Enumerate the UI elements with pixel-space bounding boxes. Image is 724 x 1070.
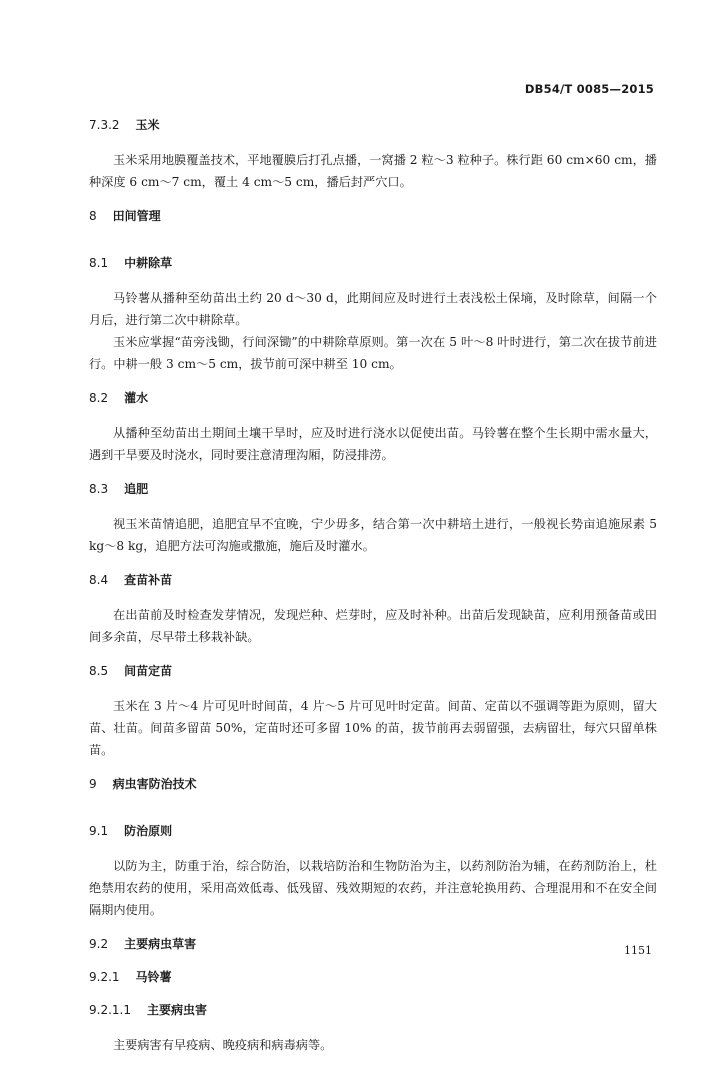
page-number: 1151 <box>624 944 652 957</box>
section-title: 中耕除草 <box>124 256 173 270</box>
section-title: 防治原则 <box>124 824 173 838</box>
section-title: 病虫害防治技术 <box>112 777 197 791</box>
paragraph: 马铃薯从播种至幼苗出土约 20 d～30 d，此期间应及时进行土表浅松土保墒，及时除草，间隔一个月后，进行第二次中耕除草。 <box>89 291 657 327</box>
section-number: 9 <box>89 777 97 791</box>
section-heading <box>89 935 657 953</box>
section-heading <box>89 775 657 793</box>
section-number: 9.1 <box>89 824 109 838</box>
section-heading <box>89 480 657 498</box>
section-heading <box>89 662 657 680</box>
section-heading <box>89 571 657 589</box>
section-number: 8.5 <box>89 664 109 678</box>
paragraph: 从播种至幼苗出土期间土壤干旱时，应及时进行浇水以促使出苗。马铃薯在整个生长期中需水量大，遇到干旱要及时浇水，同时要注意清理沟厢，防浸排涝。 <box>89 426 657 462</box>
paragraph: 以防为主，防重于治，综合防治，以栽培防治和生物防治为主，以药剂防治为辅，在药剂防治上，杜绝禁用农药的使用，采用高效低毒、低残留、残效期短的农药，并注意轮换用药、合理混用和不在安全间隔期内使用。 <box>89 859 657 917</box>
section-heading <box>89 389 657 407</box>
section-heading <box>89 1001 657 1019</box>
section-title: 马铃薯 <box>135 970 172 984</box>
section-number: 7.3.2 <box>89 118 120 132</box>
section-heading <box>89 822 657 840</box>
section-heading <box>89 207 657 225</box>
section-title: 间苗定苗 <box>124 664 173 678</box>
section-number: 8.4 <box>89 573 109 587</box>
document-code: DB54/T 0085—2015 <box>524 82 654 96</box>
section-title: 田间管理 <box>112 209 161 223</box>
paragraph: 在出苗前及时检查发芽情况，发现烂种、烂芽时，应及时补种。出苗后发现缺苗，应利用预备苗或田间多余苗，尽早带土移栽补缺。 <box>89 608 657 644</box>
section-number: 9.2.1.1 <box>89 1003 131 1017</box>
document-body <box>89 116 657 1070</box>
section-number: 9.2 <box>89 937 109 951</box>
section-number: 8.1 <box>89 256 109 270</box>
section-heading <box>89 254 657 272</box>
section-number: 8.2 <box>89 391 109 405</box>
section-title: 主要病虫草害 <box>124 937 197 951</box>
paragraph: 主要病害有早疫病、晚疫病和病毒病等。 <box>113 1038 333 1052</box>
section-number: 9.2.1 <box>89 970 120 984</box>
paragraph: 视玉米苗情追肥，追肥宜早不宜晚，宁少毋多，结合第一次中耕培土进行，一般视长势亩追施尿素 5 kg～8 kg，追肥方法可沟施或撒施，施后及时灌水。 <box>89 517 657 553</box>
section-heading <box>89 968 657 986</box>
section-title: 查苗补苗 <box>124 573 173 587</box>
section-title: 主要病虫害 <box>146 1003 207 1017</box>
section-number: 8.3 <box>89 482 109 496</box>
section-number: 8 <box>89 209 97 223</box>
section-title: 灌水 <box>124 391 149 405</box>
section-heading <box>89 116 657 134</box>
section-title: 玉米 <box>135 118 160 132</box>
paragraph: 玉米采用地膜覆盖技术，平地覆膜后打孔点播，一窝播 2 粒～3 粒种子。株行距 60 cm×60 cm，播种深度 6 cm～7 cm，覆土 4 cm～5 cm，播后封严穴口。 <box>89 153 657 189</box>
paragraph: 玉米在 3 片～4 片可见叶时间苗，4 片～5 片可见叶时定苗。间苗、定苗以不强调等距为原则，留大苗、壮苗。间苗多留苗 50%，定苗时还可多留 10% 的苗，拔节前再去弱留强，去病留壮，每穴只留单株苗。 <box>89 699 657 757</box>
section-title: 追肥 <box>124 482 149 496</box>
paragraph: 玉米应掌握“苗旁浅锄，行间深锄”的中耕除草原则。第一次在 5 叶～8 叶时进行，第二次在拔节前进行。中耕一般 3 cm～5 cm，拔节前可深中耕至 10 cm。 <box>89 335 657 371</box>
